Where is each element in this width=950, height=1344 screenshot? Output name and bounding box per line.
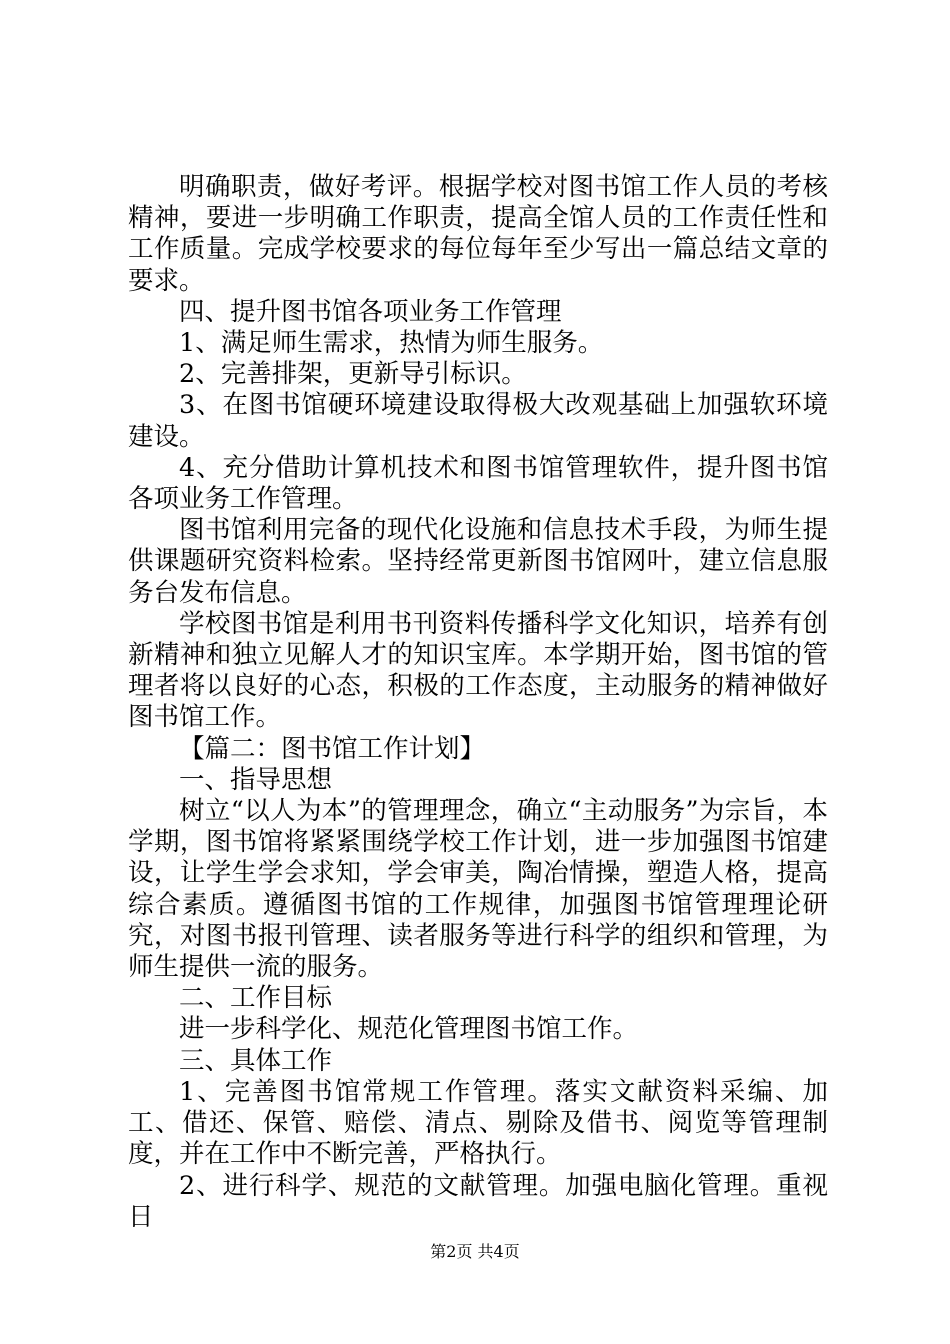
list-item-2: 2、完善排架，更新导引标识。 (179, 359, 527, 390)
heading-work-goal: 二、工作目标 (179, 983, 333, 1014)
paragraph-library-summary: 学校图书馆是利用书刊资料传播科学文化知识，培养有创新精神和独立见解人才的知识宝库。本学期开始，图书馆的管理者将以良好的心态，积极的工作态度，主动服务的精神做好图书馆工作。 (128, 608, 828, 733)
heading-section-four: 四、提升图书馆各项业务工作管理 (179, 296, 562, 327)
paragraph-modern-facilities: 图书馆利用完备的现代化设施和信息技术手段，为师生提供课题研究资料检索。坚持经常更新图书馆网叶，建立信息服务台发布信息。 (128, 515, 828, 608)
paragraph-work-goal: 进一步科学化、规范化管理图书馆工作。 (179, 1014, 639, 1045)
list-item-routine-management: 1、完善图书馆常规工作管理。落实文献资料采编、加工、借还、保管、赔偿、清点、剔除及借书、阅览等管理制度，并在工作中不断完善，严格执行。 (128, 1076, 828, 1170)
document-body (128, 172, 828, 1233)
heading-specific-work: 三、具体工作 (179, 1045, 333, 1076)
paragraph-responsibility: 明确职责，做好考评。根据学校对图书馆工作人员的考核精神，要进一步明确工作职责，提高全馆人员的工作责任性和工作质量。完成学校要求的每位每年至少写出一篇总结文章的要求。 (128, 172, 828, 296)
list-item-3: 3、在图书馆硬环境建设取得极大改观基础上加强软环境建设。 (128, 390, 828, 452)
list-item-document-management: 2、进行科学、规范的文献管理。加强电脑化管理。重视日 (128, 1170, 828, 1232)
list-item-1: 1、满足师生需求，热情为师生服务。 (179, 328, 604, 359)
heading-part-two: 【篇二：图书馆工作计划】 (179, 733, 486, 764)
paragraph-guiding-idea: 树立“以人为本”的管理理念，确立“主动服务”为宗旨，本学期，图书馆将紧紧围绕学校工作计划，进一步加强图书馆建设，让学生学会求知，学会审美，陶冶情操，塑造人格，提高综合素质。遵循图书馆的工作规律，加强图书馆管理理论研究，对图书报刊管理、读者服务等进行科学的组织和管理，为师生提供一流的服务。 (128, 796, 828, 983)
heading-guiding-idea: 一、指导思想 (179, 764, 333, 795)
page-number-footer: 第2页 共4页 (430, 1242, 520, 1261)
list-item-4: 4、充分借助计算机技术和图书馆管理软件，提升图书馆各项业务工作管理。 (128, 452, 828, 515)
